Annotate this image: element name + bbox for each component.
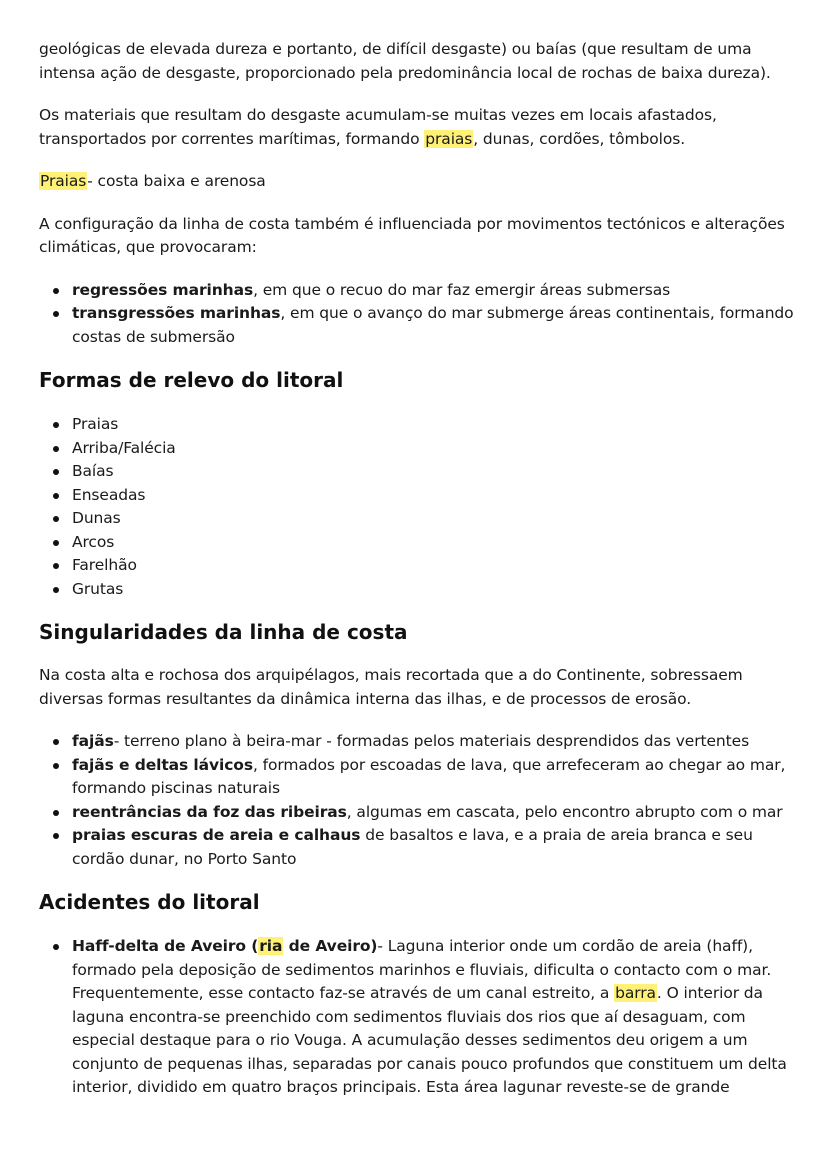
forms-list [39, 413, 798, 601]
list-item [39, 824, 798, 871]
praias-definition-text: - costa baixa e arenosa [87, 172, 266, 190]
list-item: Praias [39, 413, 798, 437]
acidentes-list [39, 935, 798, 1100]
materials-text-before: Os materiais que resultam do desgaste acumulam-se muitas vezes em locais afastados, transportados por correntes marítimas, formando [39, 106, 717, 148]
item-text: , em que o avanço do mar submerge áreas continentais, formando costas de submersão [72, 304, 794, 346]
item-term: praias escuras de areia e calhaus [72, 826, 361, 844]
list-item [39, 302, 798, 349]
item-term [72, 937, 377, 955]
item-term: fajãs [72, 732, 114, 750]
list-item [39, 935, 798, 1100]
haff-text-end: . O interior da laguna encontra-se preenchido com sedimentos fluviais dos rios que aí desaguam, com especial destaque para o rio Vouga. A acumulação desses sedimentos deu origem a um conjunto de pequenas ilhas, separadas por canais pouco profundos que constituem um delta interior, dividido em quatro braços principais. Esta área lagunar reveste-se de grande [72, 984, 787, 1096]
singular-paragraph: Na costa alta e rochosa dos arquipélagos, mais recortada que a do Continente, sobressaem diversas formas resultantes da dinâmica interna das ilhas, e de processos de erosão. [39, 666, 743, 708]
haff-text-start: - Laguna interior onde um cordão de areia (haff), formado pela deposição de sedimentos marinhos e fluviais, dificulta o contacto com o mar. Frequentemente, esse contacto faz-se através de um canal estreito, a [72, 937, 772, 1002]
item-text: , em que o recuo do mar faz emergir áreas submersas [253, 280, 671, 299]
item-text: , algumas em cascata, pelo encontro abrupto com o mar [346, 802, 783, 821]
materials-paragraph [39, 104, 798, 151]
highlight-barra: barra [615, 984, 656, 1002]
intro-paragraph: geológicas de elevada dureza e portanto, de difícil desgaste) ou baías (que resultam de uma intensa ação de desgaste, proporcionado pela predominância local de rochas de baixa dureza). [39, 40, 771, 82]
item-term: transgressões marinhas [72, 304, 281, 322]
list-item: Baías [39, 460, 798, 484]
item-text: - terreno plano à beira-mar - formadas pelos materiais desprendidos das vertentes [113, 732, 750, 750]
list-item: Arcos [39, 531, 798, 555]
heading-acidentes: Acidentes do litoral [39, 890, 260, 914]
item-text: , formados por escoadas de lava, que arrefeceram ao chegar ao mar, formando piscinas naturais [72, 755, 786, 797]
list-item [39, 754, 798, 801]
list-item: Dunas [39, 507, 798, 531]
item-term: reentrâncias da foz das ribeiras [72, 802, 347, 821]
list-item: Enseadas [39, 484, 798, 508]
item-term: fajãs e deltas lávicos [72, 755, 253, 774]
highlight-praias-term: Praias [40, 172, 87, 190]
list-item [39, 801, 798, 825]
item-text: de basaltos e lava, e a praia de areia branca e seu cordão dunar, no Porto Santo [72, 826, 753, 868]
heading-singularidades: Singularidades da linha de costa [39, 620, 408, 644]
list-item [39, 730, 798, 754]
list-item [39, 279, 798, 303]
highlight-ria: ria [259, 937, 283, 955]
list-item: Arriba/Falécia [39, 437, 798, 461]
materials-text-after: , dunas, cordões, tômbolos. [473, 129, 686, 148]
singular-list [39, 730, 798, 871]
heading-forms: Formas de relevo do litoral [39, 368, 344, 392]
list-item: Grutas [39, 578, 798, 602]
config-paragraph: A configuração da linha de costa também é influenciada por movimentos tectónicos e alterações climáticas, que provocaram: [39, 214, 785, 256]
highlight-praias: praias [425, 129, 473, 148]
movements-list [39, 279, 798, 350]
praias-definition [39, 170, 798, 194]
item-term: regressões marinhas [72, 280, 254, 299]
haff-term-start: Haff-delta de Aveiro ( [72, 937, 259, 955]
haff-term-end: de Aveiro) [283, 937, 378, 955]
list-item: Farelhão [39, 554, 798, 578]
